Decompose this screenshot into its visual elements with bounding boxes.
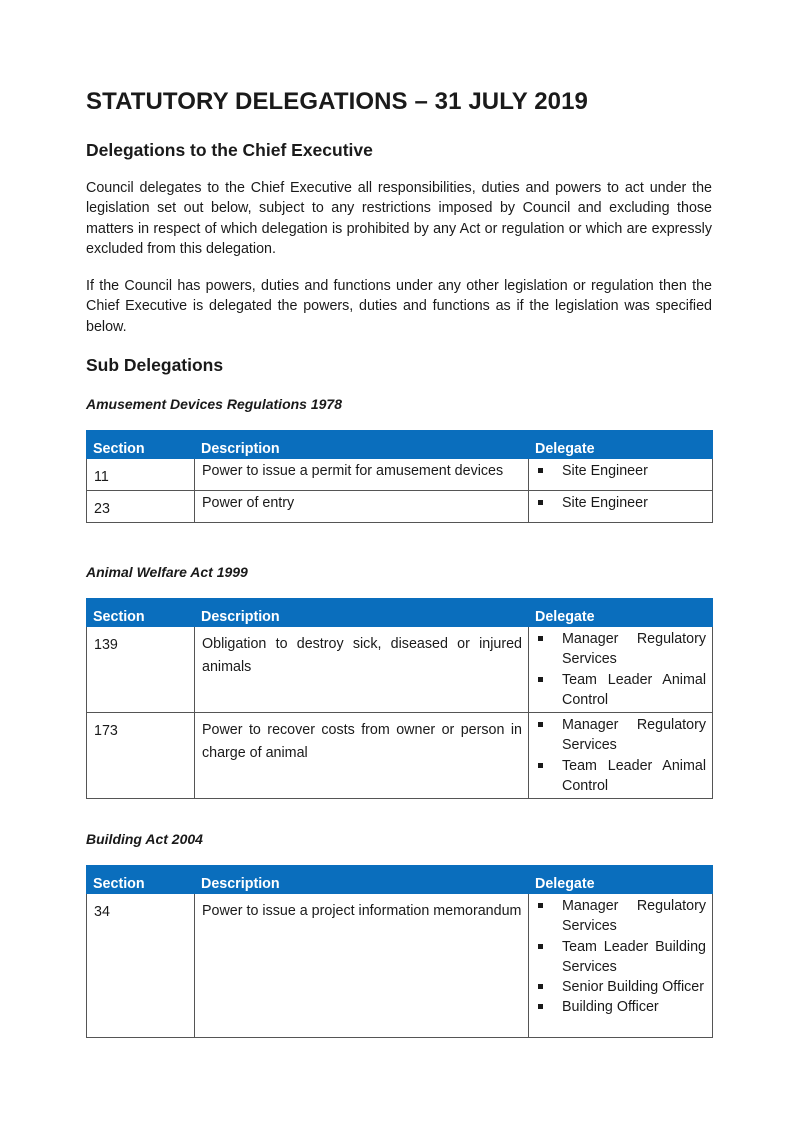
bullet-icon: [538, 984, 543, 989]
act-title: Amusement Devices Regulations 1978: [86, 396, 342, 412]
section-heading: Delegations to the Chief Executive: [86, 140, 373, 160]
bullet-icon: [538, 903, 543, 908]
bullet-icon: [538, 677, 543, 682]
delegation-table: [86, 598, 713, 799]
table-row: [87, 894, 713, 1038]
act-title: Building Act 2004: [86, 831, 203, 847]
sub-delegations-heading: Sub Delegations: [86, 355, 224, 375]
description-cell: Power of entry: [195, 491, 529, 523]
delegation-table: [86, 865, 713, 1038]
section-cell: 139: [87, 627, 195, 713]
description-cell: Power to issue a permit for amusement devices: [195, 459, 529, 491]
delegation-table: [86, 430, 713, 523]
delegate-column-header: Delegate: [529, 866, 713, 894]
delegate-item: Manager Regulatory Services: [536, 629, 706, 670]
delegate-item: Site Engineer: [536, 461, 706, 481]
table-row: [87, 491, 713, 523]
bullet-icon: [538, 1004, 543, 1009]
delegate-column-header: Delegate: [529, 431, 713, 459]
delegate-cell: [529, 459, 713, 491]
act-title: Animal Welfare Act 1999: [86, 564, 248, 580]
bullet-icon: [538, 636, 543, 641]
page-title: STATUTORY DELEGATIONS – 31 JULY 2019: [86, 88, 588, 115]
description-column-header: Description: [195, 431, 529, 459]
section-cell: 23: [87, 491, 195, 523]
section-cell: 11: [87, 459, 195, 491]
bullet-icon: [538, 468, 543, 473]
delegate-item: Team Leader Animal Control: [536, 670, 706, 711]
delegate-item: Team Leader Building Services: [536, 937, 706, 978]
delegate-column-header: Delegate: [529, 599, 713, 627]
section-column-header: Section: [87, 866, 195, 894]
delegate-cell: [529, 894, 713, 1038]
section-column-header: Section: [87, 431, 195, 459]
bullet-icon: [538, 944, 543, 949]
section-cell: 34: [87, 894, 195, 1038]
bullet-icon: [538, 763, 543, 768]
intro-paragraph: Council delegates to the Chief Executive all responsibilities, duties and powers to act under the legislation set out below, subject to any restrictions imposed by Council and excluding those matters in respect of which delegation is prohibited by any Act or regulation or which are expressly excluded from this delegation.: [86, 180, 712, 257]
delegate-item: Building Officer: [536, 997, 706, 1017]
delegate-cell: [529, 491, 713, 523]
description-cell: Power to recover costs from owner or person in charge of animal: [195, 713, 529, 799]
delegate-item: Site Engineer: [536, 493, 706, 513]
section-column-header: Section: [87, 599, 195, 627]
section-cell: 173: [87, 713, 195, 799]
description-cell: Power to issue a project information memorandum: [195, 894, 529, 1038]
description-column-header: Description: [195, 599, 529, 627]
table-row: [87, 713, 713, 799]
table-row: [87, 459, 713, 491]
delegate-item: Manager Regulatory Services: [536, 896, 706, 937]
table-row: [87, 627, 713, 713]
description-cell: Obligation to destroy sick, diseased or injured animals: [195, 627, 529, 713]
other-legislation-paragraph: If the Council has powers, duties and functions under any other legislation or regulation then the Chief Executive is delegated the powers, duties and functions as if the legislation was specified below.: [86, 278, 712, 335]
bullet-icon: [538, 500, 543, 505]
bullet-icon: [538, 722, 543, 727]
delegate-item: Manager Regulatory Services: [536, 715, 706, 756]
delegate-cell: [529, 713, 713, 799]
delegate-cell: [529, 627, 713, 713]
delegate-item: Team Leader Animal Control: [536, 756, 706, 797]
description-column-header: Description: [195, 866, 529, 894]
delegate-item: Senior Building Officer: [536, 977, 706, 997]
